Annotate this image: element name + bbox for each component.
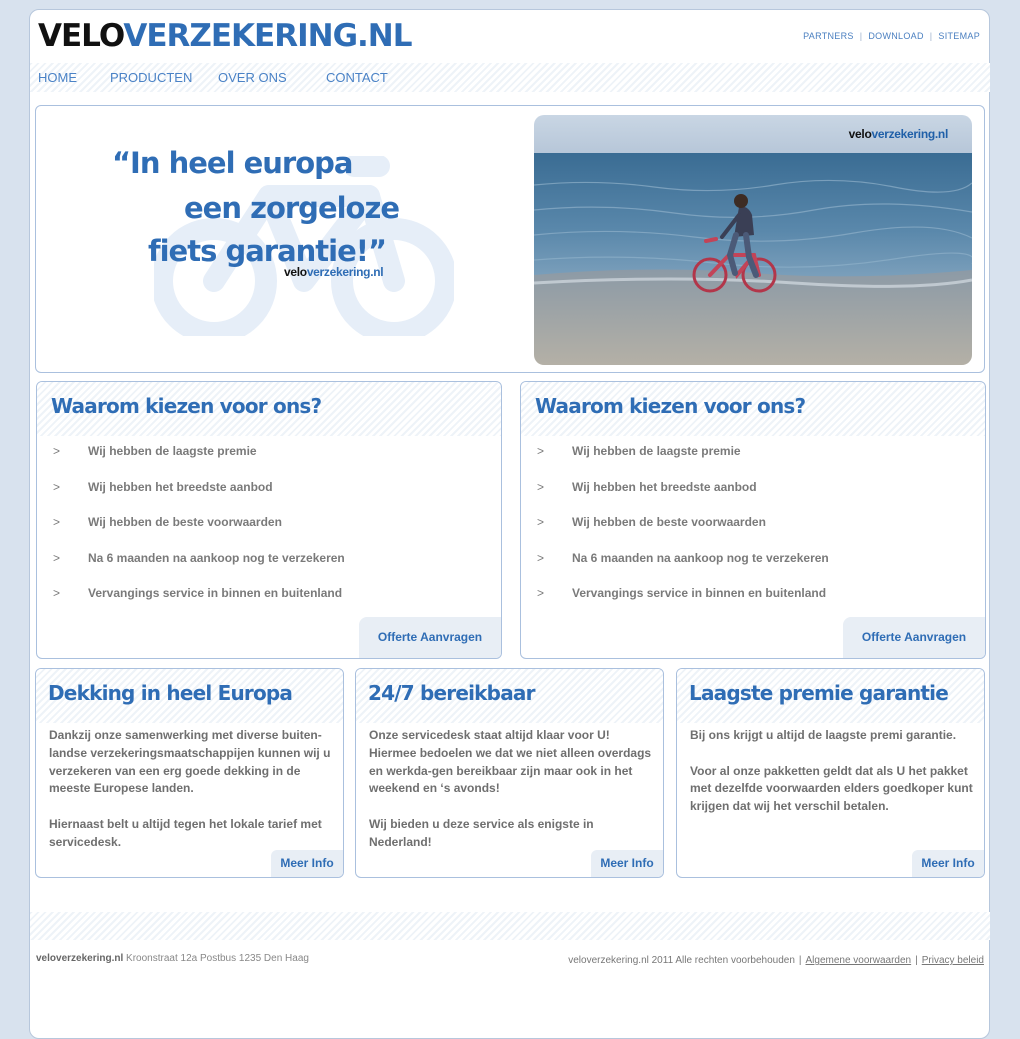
footer-address bbox=[36, 953, 309, 964]
offerte-aanvragen-button[interactable]: Offerte Aanvragen bbox=[843, 617, 985, 658]
hero-quote-line-1: “In heel europa bbox=[112, 146, 353, 180]
footer-address-text: Kroonstraat 12a Postbus 1235 Den Haag bbox=[126, 953, 309, 964]
why-box-right bbox=[520, 381, 986, 659]
footer-separator: | bbox=[798, 955, 802, 966]
meer-info-button[interactable]: Meer Info bbox=[912, 850, 984, 877]
feature-box-dekking bbox=[35, 668, 344, 878]
list-item-text: Wij hebben de beste voorwaarden bbox=[88, 515, 282, 529]
footer-stripe bbox=[30, 912, 990, 940]
feature-box-bereikbaar bbox=[355, 668, 664, 878]
bullet-arrow: > bbox=[53, 586, 61, 600]
bullet-arrow: > bbox=[537, 586, 545, 600]
main-nav bbox=[30, 63, 990, 92]
bullet-arrow: > bbox=[537, 515, 545, 529]
beach-cyclist-image bbox=[534, 115, 972, 365]
bullet-arrow: > bbox=[53, 550, 61, 565]
feature-box-title: Dekking in heel Europa bbox=[48, 681, 293, 705]
list-item-text: Wij hebben het breedste aanbod bbox=[88, 479, 273, 494]
list-item-text: Wij hebben de laagste premie bbox=[88, 444, 257, 458]
nav-item-contact[interactable]: CONTACT bbox=[326, 70, 388, 85]
why-box-right-title: Waarom kiezen voor ons? bbox=[535, 394, 806, 418]
meer-info-button[interactable]: Meer Info bbox=[271, 850, 343, 877]
feature-paragraph: Hiernaast belt u altijd tegen het lokale tarief met servicedesk. bbox=[49, 816, 322, 849]
list-item-text: Wij hebben de laagste premie bbox=[572, 444, 741, 458]
top-link-download[interactable]: DOWNLOAD bbox=[868, 31, 924, 41]
feature-paragraph: Dankzij onze samenwerking met diverse buiten-landse verzekeringsmaatschappijen kunnen wij u verzekeren van een erg goede dekking in de meeste Europese landen. bbox=[49, 728, 331, 796]
logo-part-velo: VELO bbox=[38, 18, 124, 54]
feature-box-premie bbox=[676, 668, 985, 878]
photo-logo-velo: velo bbox=[848, 127, 872, 141]
footer-separator: | bbox=[915, 955, 918, 966]
photo-logo-verzekering: verzekering.nl bbox=[871, 127, 948, 141]
bullet-arrow: > bbox=[53, 444, 61, 458]
bullet-arrow: > bbox=[537, 550, 545, 565]
meer-info-button[interactable]: Meer Info bbox=[591, 850, 663, 877]
why-box-left-title: Waarom kiezen voor ons? bbox=[51, 394, 322, 418]
photo-logo bbox=[849, 127, 948, 141]
feature-box-text bbox=[369, 727, 653, 869]
footer-link-terms[interactable]: Algemene voorwaarden bbox=[805, 955, 912, 966]
list-item-text: Na 6 maanden na aankoop nog te verzekeren bbox=[88, 550, 345, 565]
list-item-text: Wij hebben het breedste aanbod bbox=[572, 479, 757, 494]
hero-quote-line-3: fiets garantie!” bbox=[148, 234, 387, 268]
bullet-arrow: > bbox=[53, 479, 61, 494]
feature-paragraph: Wij bieden u deze service als enigste in Nederland! bbox=[369, 816, 594, 849]
hero-small-logo-velo: velo bbox=[284, 265, 307, 279]
footer-company: veloverzekering.nl bbox=[36, 953, 124, 964]
footer-links bbox=[568, 955, 984, 966]
top-link-sitemap[interactable]: SITEMAP bbox=[938, 31, 980, 41]
why-box-left bbox=[36, 381, 502, 659]
offerte-aanvragen-button[interactable]: Offerte Aanvragen bbox=[359, 617, 501, 658]
nav-item-home[interactable]: HOME bbox=[38, 70, 77, 85]
logo-part-verzekering: VERZEKERING.NL bbox=[123, 18, 412, 54]
bullet-arrow: > bbox=[537, 444, 545, 458]
bullet-arrow: > bbox=[53, 515, 61, 529]
top-link-separator: | bbox=[859, 31, 863, 41]
nav-item-over-ons[interactable]: OVER ONS bbox=[218, 70, 287, 85]
list-item-text: Na 6 maanden na aankoop nog te verzekeren bbox=[572, 550, 829, 565]
feature-box-title: 24/7 bereikbaar bbox=[368, 681, 535, 705]
hero-quote-line-2: een zorgeloze bbox=[184, 191, 400, 225]
feature-paragraph: Bij ons krijgt u altijd de laagste premi garantie. bbox=[690, 728, 957, 742]
top-link-partners[interactable]: PARTNERS bbox=[803, 31, 854, 41]
hero-banner bbox=[35, 105, 985, 373]
list-item-text: Vervangings service in binnen en buitenland bbox=[88, 586, 343, 600]
feature-box-text bbox=[690, 727, 974, 834]
feature-paragraph: Onze servicedesk staat altijd klaar voor U! Hiermee bedoelen we dat we niet alleen overdags en werkda-gen bereikbaar zijn maar ook in het weekend en ‘s avonds! bbox=[369, 728, 652, 796]
hero-photo-beach-cyclist bbox=[534, 115, 972, 365]
feature-box-text bbox=[49, 727, 333, 869]
footer-link-privacy[interactable]: Privacy beleid bbox=[921, 955, 984, 966]
top-link-separator: | bbox=[929, 31, 933, 41]
hero-small-logo bbox=[284, 265, 383, 279]
feature-paragraph: Voor al onze pakketten geldt dat als U het pakket met dezelfde voorwaarden elders goedkoper kunt krijgen dat wij het verschil betalen. bbox=[690, 763, 973, 814]
hero-small-logo-verzekering: verzekering.nl bbox=[306, 265, 384, 279]
list-item-text: Wij hebben de beste voorwaarden bbox=[572, 515, 766, 529]
footer-copyright: veloverzekering.nl 2011 Alle rechten voorbehouden bbox=[568, 955, 795, 966]
site-logo[interactable] bbox=[38, 16, 412, 56]
feature-box-title: Laagste premie garantie bbox=[689, 681, 949, 705]
top-links bbox=[803, 31, 980, 41]
list-item-text: Vervangings service in binnen en buitenland bbox=[572, 586, 827, 600]
bullet-arrow: > bbox=[537, 479, 545, 494]
nav-item-producten[interactable]: PRODUCTEN bbox=[110, 70, 193, 85]
